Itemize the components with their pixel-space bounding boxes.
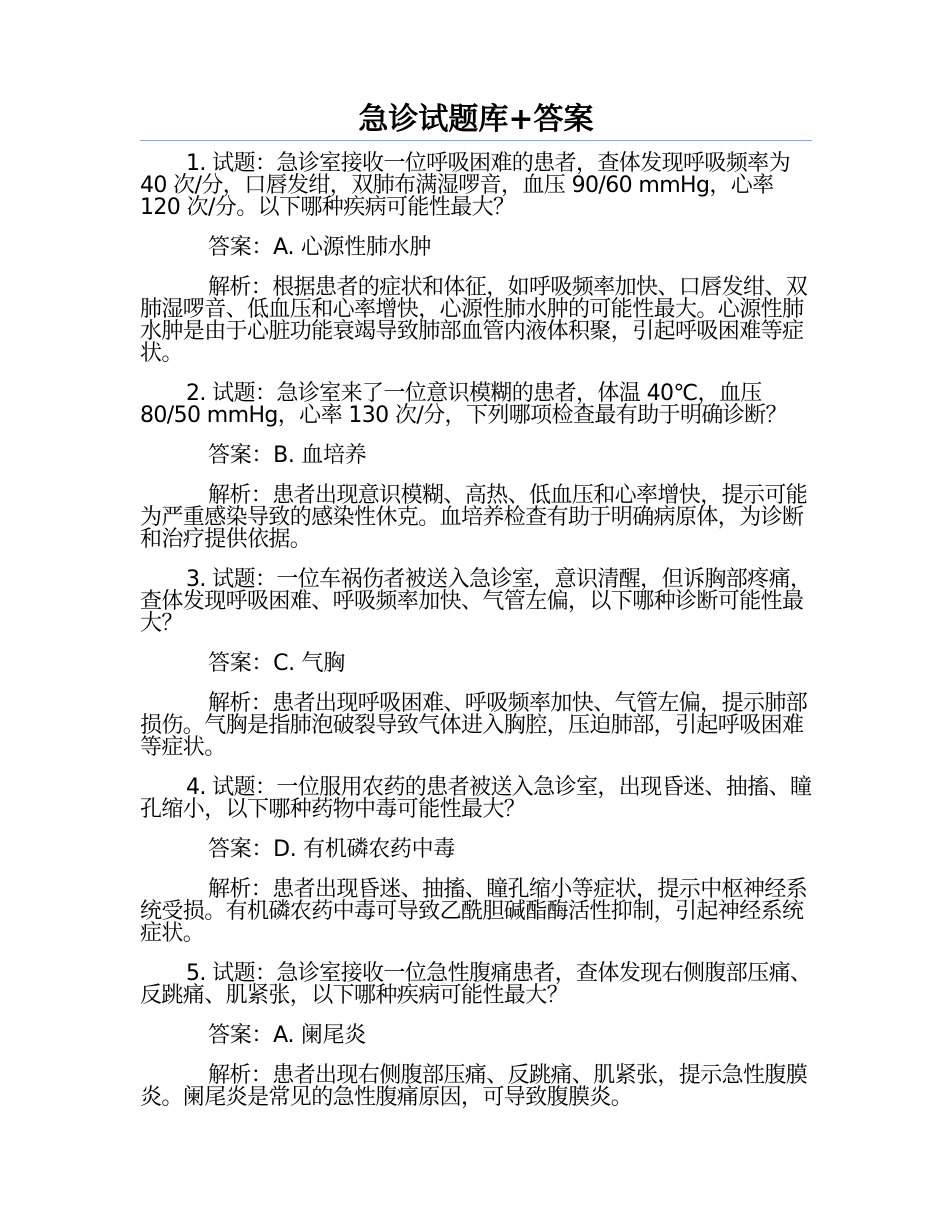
question-block-2 <box>140 383 812 551</box>
answer-text: 答案：A. 心源性肺水肿 <box>208 235 432 260</box>
question-text: 2. 试题：急诊室来了一位意识模糊的患者，体温 40℃，血压 80/50 mmHg，心率 130 次/分，下列哪项检查最有助于明确诊断？ <box>140 381 787 428</box>
title-underline <box>140 140 812 141</box>
question-block-1 <box>140 153 812 365</box>
page-title: 急诊试题库+答案 <box>358 102 594 137</box>
analysis-text: 解析：根据患者的症状和体征，如呼吸频率加快、口唇发绀、双肺湿啰音、低血压和心率增快，心源性肺水肿的可能性最大。心源性肺水肿是由于心脏功能衰竭导致肺部血管内液体积聚，引起呼吸困难等症状。 <box>140 275 808 366</box>
analysis-text: 解析：患者出现呼吸困难、呼吸频率加快、气管左偏，提示肺部损伤。气胸是指肺泡破裂导致气体进入胸腔，压迫肺部，引起呼吸困难等症状。 <box>140 691 808 760</box>
question-text: 1. 试题：急诊室接收一位呼吸困难的患者，查体发现呼吸频率为 40 次/分，口唇发绀，双肺布满湿啰音，血压 90/60 mmHg，心率 120 次/分。以下哪种疾病可能性最大？ <box>140 151 790 220</box>
analysis-text: 解析：患者出现右侧腹部压痛、反跳痛、肌紧张，提示急性腹膜炎。阑尾炎是常见的急性腹痛原因，可导致腹膜炎。 <box>140 1063 808 1110</box>
analysis-text: 解析：患者出现意识模糊、高热、低血压和心率增快，提示可能为严重感染导致的感染性休克。血培养检查有助于明确病原体，为诊断和治疗提供依据。 <box>140 483 808 552</box>
answer-text: 答案：A. 阑尾炎 <box>208 1023 366 1048</box>
analysis-text: 解析：患者出现昏迷、抽搐、瞳孔缩小等症状，提示中枢神经系统受损。有机磷农药中毒可导致乙酰胆碱酯酶活性抑制，引起神经系统症状。 <box>140 877 808 946</box>
question-block-3 <box>140 569 812 759</box>
document-page <box>140 100 812 1127</box>
question-block-5 <box>140 963 812 1109</box>
answer-text: 答案：C. 气胸 <box>208 651 345 676</box>
question-text: 3. 试题：一位车祸伤者被送入急诊室，意识清醒，但诉胸部疼痛，查体发现呼吸困难、呼吸频率加快、气管左偏，以下哪种诊断可能性最大？ <box>140 567 812 636</box>
answer-text: 答案：D. 有机磷农药中毒 <box>208 837 456 862</box>
question-text: 5. 试题：急诊室接收一位急性腹痛患者，查体发现右侧腹部压痛、反跳痛、肌紧张，以下哪种疾病可能性最大？ <box>140 961 812 1008</box>
question-text: 4. 试题：一位服用农药的患者被送入急诊室，出现昏迷、抽搐、瞳孔缩小，以下哪种药物中毒可能性最大？ <box>140 775 812 822</box>
question-block-4 <box>140 777 812 945</box>
answer-text: 答案：B. 血培养 <box>208 443 367 468</box>
